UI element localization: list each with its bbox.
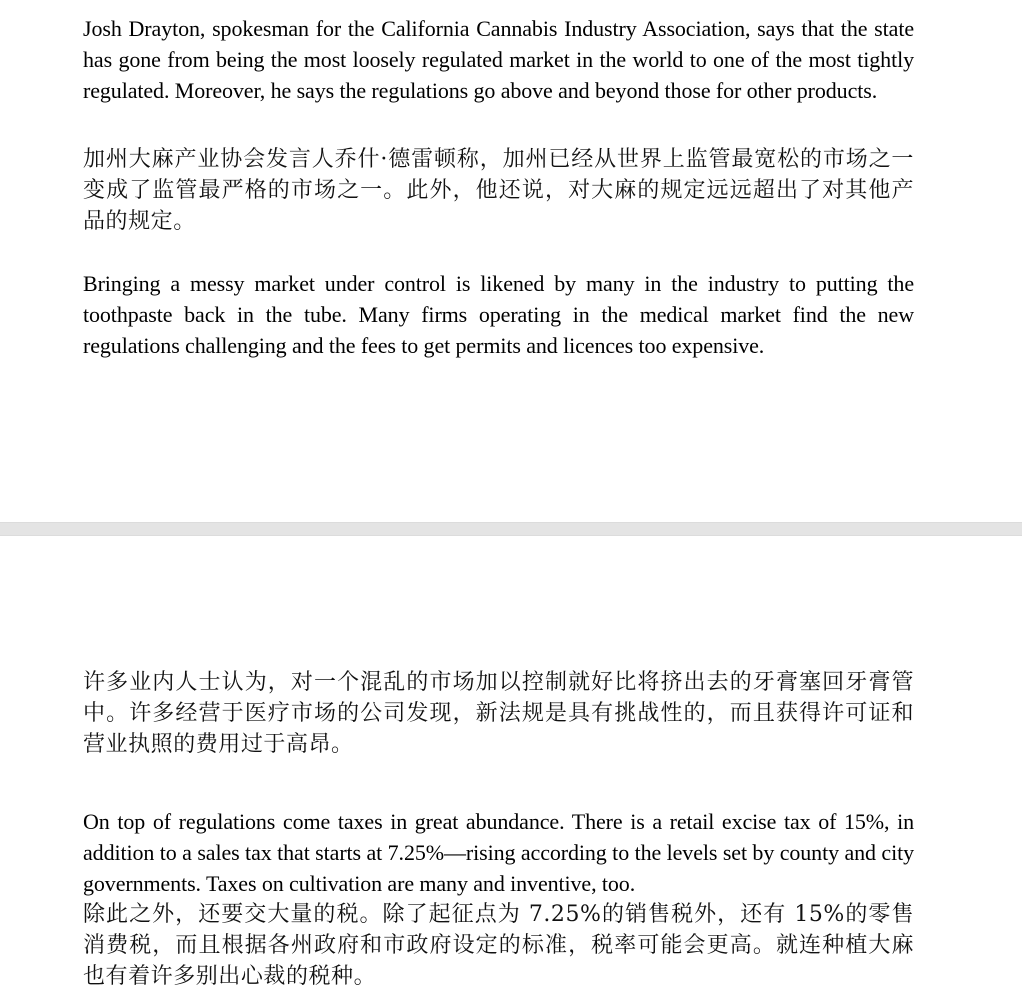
page-2-block-1 [83, 667, 914, 760]
paragraph-english-taxes: On top of regulations come taxes in great abundance. There is a retail excise tax of 15%, in addition to a sales tax that starts at 7.25%—rising according to the levels set by county and city governments. Taxes on cultivation are many and inventive, too. [83, 809, 914, 896]
paragraph-english-drayton: Josh Drayton, spokesman for the California Cannabis Industry Association, says that the state has gone from being the most loosely regulated market in the world to one of the most tightly regulated. Moreover, he says the regulations go above and beyond those for other products. [83, 16, 914, 103]
page-2-block-2 [83, 806, 914, 992]
paragraph-chinese-drayton: 加州大麻产业协会发言人乔什·德雷顿称，加州已经从世界上监管最宽松的市场之一变成了监管最严格的市场之一。此外，他还说，对大麻的规定远远超出了对其他产品的规定。 [83, 147, 914, 234]
page-1-block-1 [83, 13, 914, 106]
paragraph-english-toothpaste: Bringing a messy market under control is likened by many in the industry to putting the toothpaste back in the tube. Many firms operating in the medical market find the new regulations challenging and the fees to get permits and licences too expensive. [83, 271, 914, 358]
paragraph-spacer [83, 237, 914, 268]
page-1-block-2 [83, 144, 914, 361]
page-separator [0, 522, 1022, 536]
paragraph-chinese-taxes: 除此之外，还要交大量的税。除了起征点为 7.25%的销售税外，还有 15%的零售消费税，而且根据各州政府和市政府设定的标准，税率可能会更高。就连种植大麻也有着许多别出心裁的税种。 [83, 902, 914, 989]
paragraph-chinese-toothpaste: 许多业内人士认为，对一个混乱的市场加以控制就好比将挤出去的牙膏塞回牙膏管中。许多经营于医疗市场的公司发现，新法规是具有挑战性的，而且获得许可证和营业执照的费用过于高昂。 [83, 670, 914, 757]
